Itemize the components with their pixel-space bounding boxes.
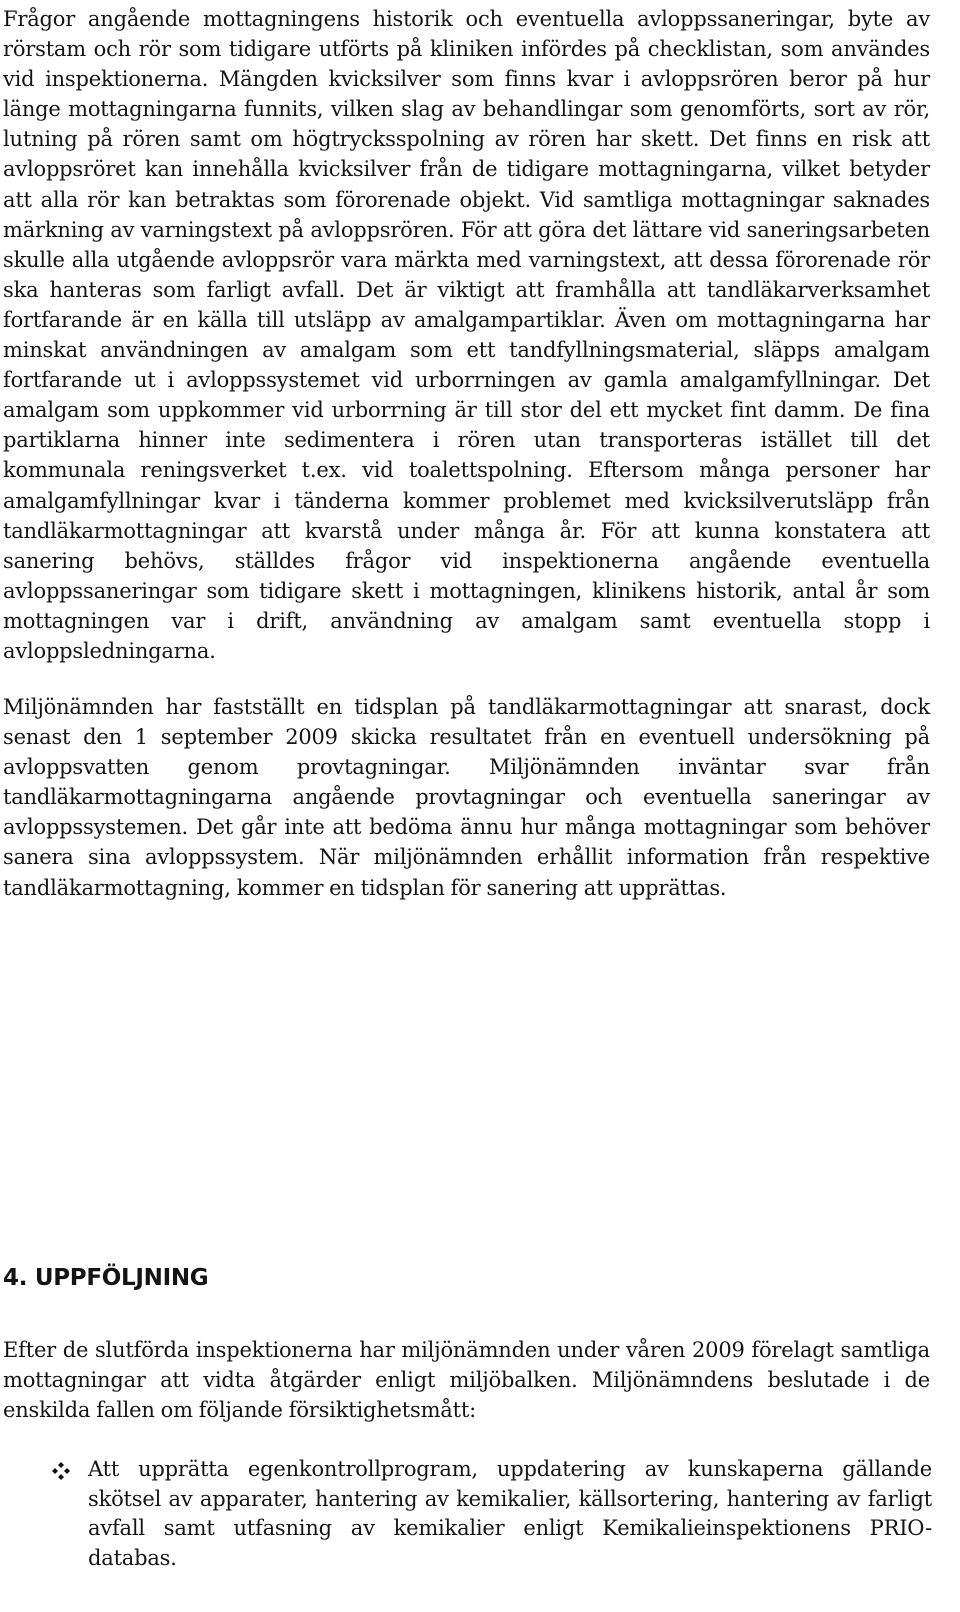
paragraph-uppfoljning-intro: Efter de slutförda inspektionerna har miljönämnden under våren 2009 förelagt samtliga mottagningar att vidta åtgärder enligt miljöbalken. Miljönämndens beslutade i de enskilda fallen om följande försiktighetsmått: bbox=[3, 1338, 930, 1423]
bullet-text-egenkontroll: Att upprätta egenkontrollprogram, uppdatering av kunskaperna gällande skötsel av apparater, hantering av kemikalier, källsortering, hantering av farligt avfall samt utfasning av kemikalier enligt Kemikalieinspektionens PRIO- databas. bbox=[88, 1457, 932, 1570]
section-heading-uppfoljning: 4. UPPFÖLJNING bbox=[3, 1265, 209, 1291]
paragraph-avloppssanering: Frågor angående mottagningens historik och eventuella avloppssaneringar, byte av rörstam och rör som tidigare utförts på kliniken infördes på checklistan, som användes vid inspektionerna. Mängden kvicksilver som finns kvar i avloppsrören beror på hur länge mottagningarna funnits, vilken slag av behandlingar som genomförts, sort av rör, lutning på rören samt om högtrycksspolning av rören har skett. Det finns en risk att avloppsröret kan innehålla kvicksilver från de tidigare mottagningarna, vilket betyder att alla rör kan betraktas som förorenade objekt. Vid samtliga mottagningar saknades märkning av varningstext på avloppsrören. För att göra det lättare vid saneringsarbeten skulle alla utgående avloppsrör vara märkta med varningstext, att dessa förorenade rör ska hanteras som farligt avfall. Det är viktigt att framhålla att tandläkarverksamhet fortfarande är en källa till utsläpp av amalgampartiklar. Även om mottagningarna har minskat användningen av amalgam som ett tandfyllningsmaterial, släpps amalgam fortfarande ut i avloppssystemet vid urborrningen av gamla amalgamfyllningar. Det amalgam som uppkommer vid urborrning är till stor del ett mycket fint damm. De fina partiklarna hinner inte sedimentera i rören utan transporteras istället till det kommunala reningsverket t.ex. vid toalettspolning. Eftersom många personer har amalgamfyllningar kvar i tänderna kommer problemet med kvicksilverutsläpp från tandläkarmottagningar att kvarstå under många år. För att kunna konstatera att sanering behövs, ställdes frågor vid inspektionerna angående eventuella avloppssaneringar som tidigare skett i mottagningen, klinikens historik, antal år som mottagningen var i drift, användning av amalgam samt eventuella stopp i avloppsledningarna. bbox=[3, 7, 930, 663]
list-item bbox=[52, 1455, 932, 1573]
paragraph-tidsplan: Miljönämnden har fastställt en tidsplan på tandläkarmottagningar att snarast, dock senast den 1 september 2009 skicka resultatet från en eventuell undersökning på avloppsvatten genom provtagningar. Miljönämnden inväntar svar från tandläkarmottagningarna angående provtagningar och eventuella saneringar av avloppssystemen. Det går inte att bedöma ännu hur många mottagningar som behöver sanera sina avloppssystem. När miljönämnden erhållit information från respektive tandläkarmottagning, kommer en tidsplan för sanering att upprättas. bbox=[3, 695, 930, 900]
four-diamond-bullet-icon bbox=[52, 1462, 88, 1484]
